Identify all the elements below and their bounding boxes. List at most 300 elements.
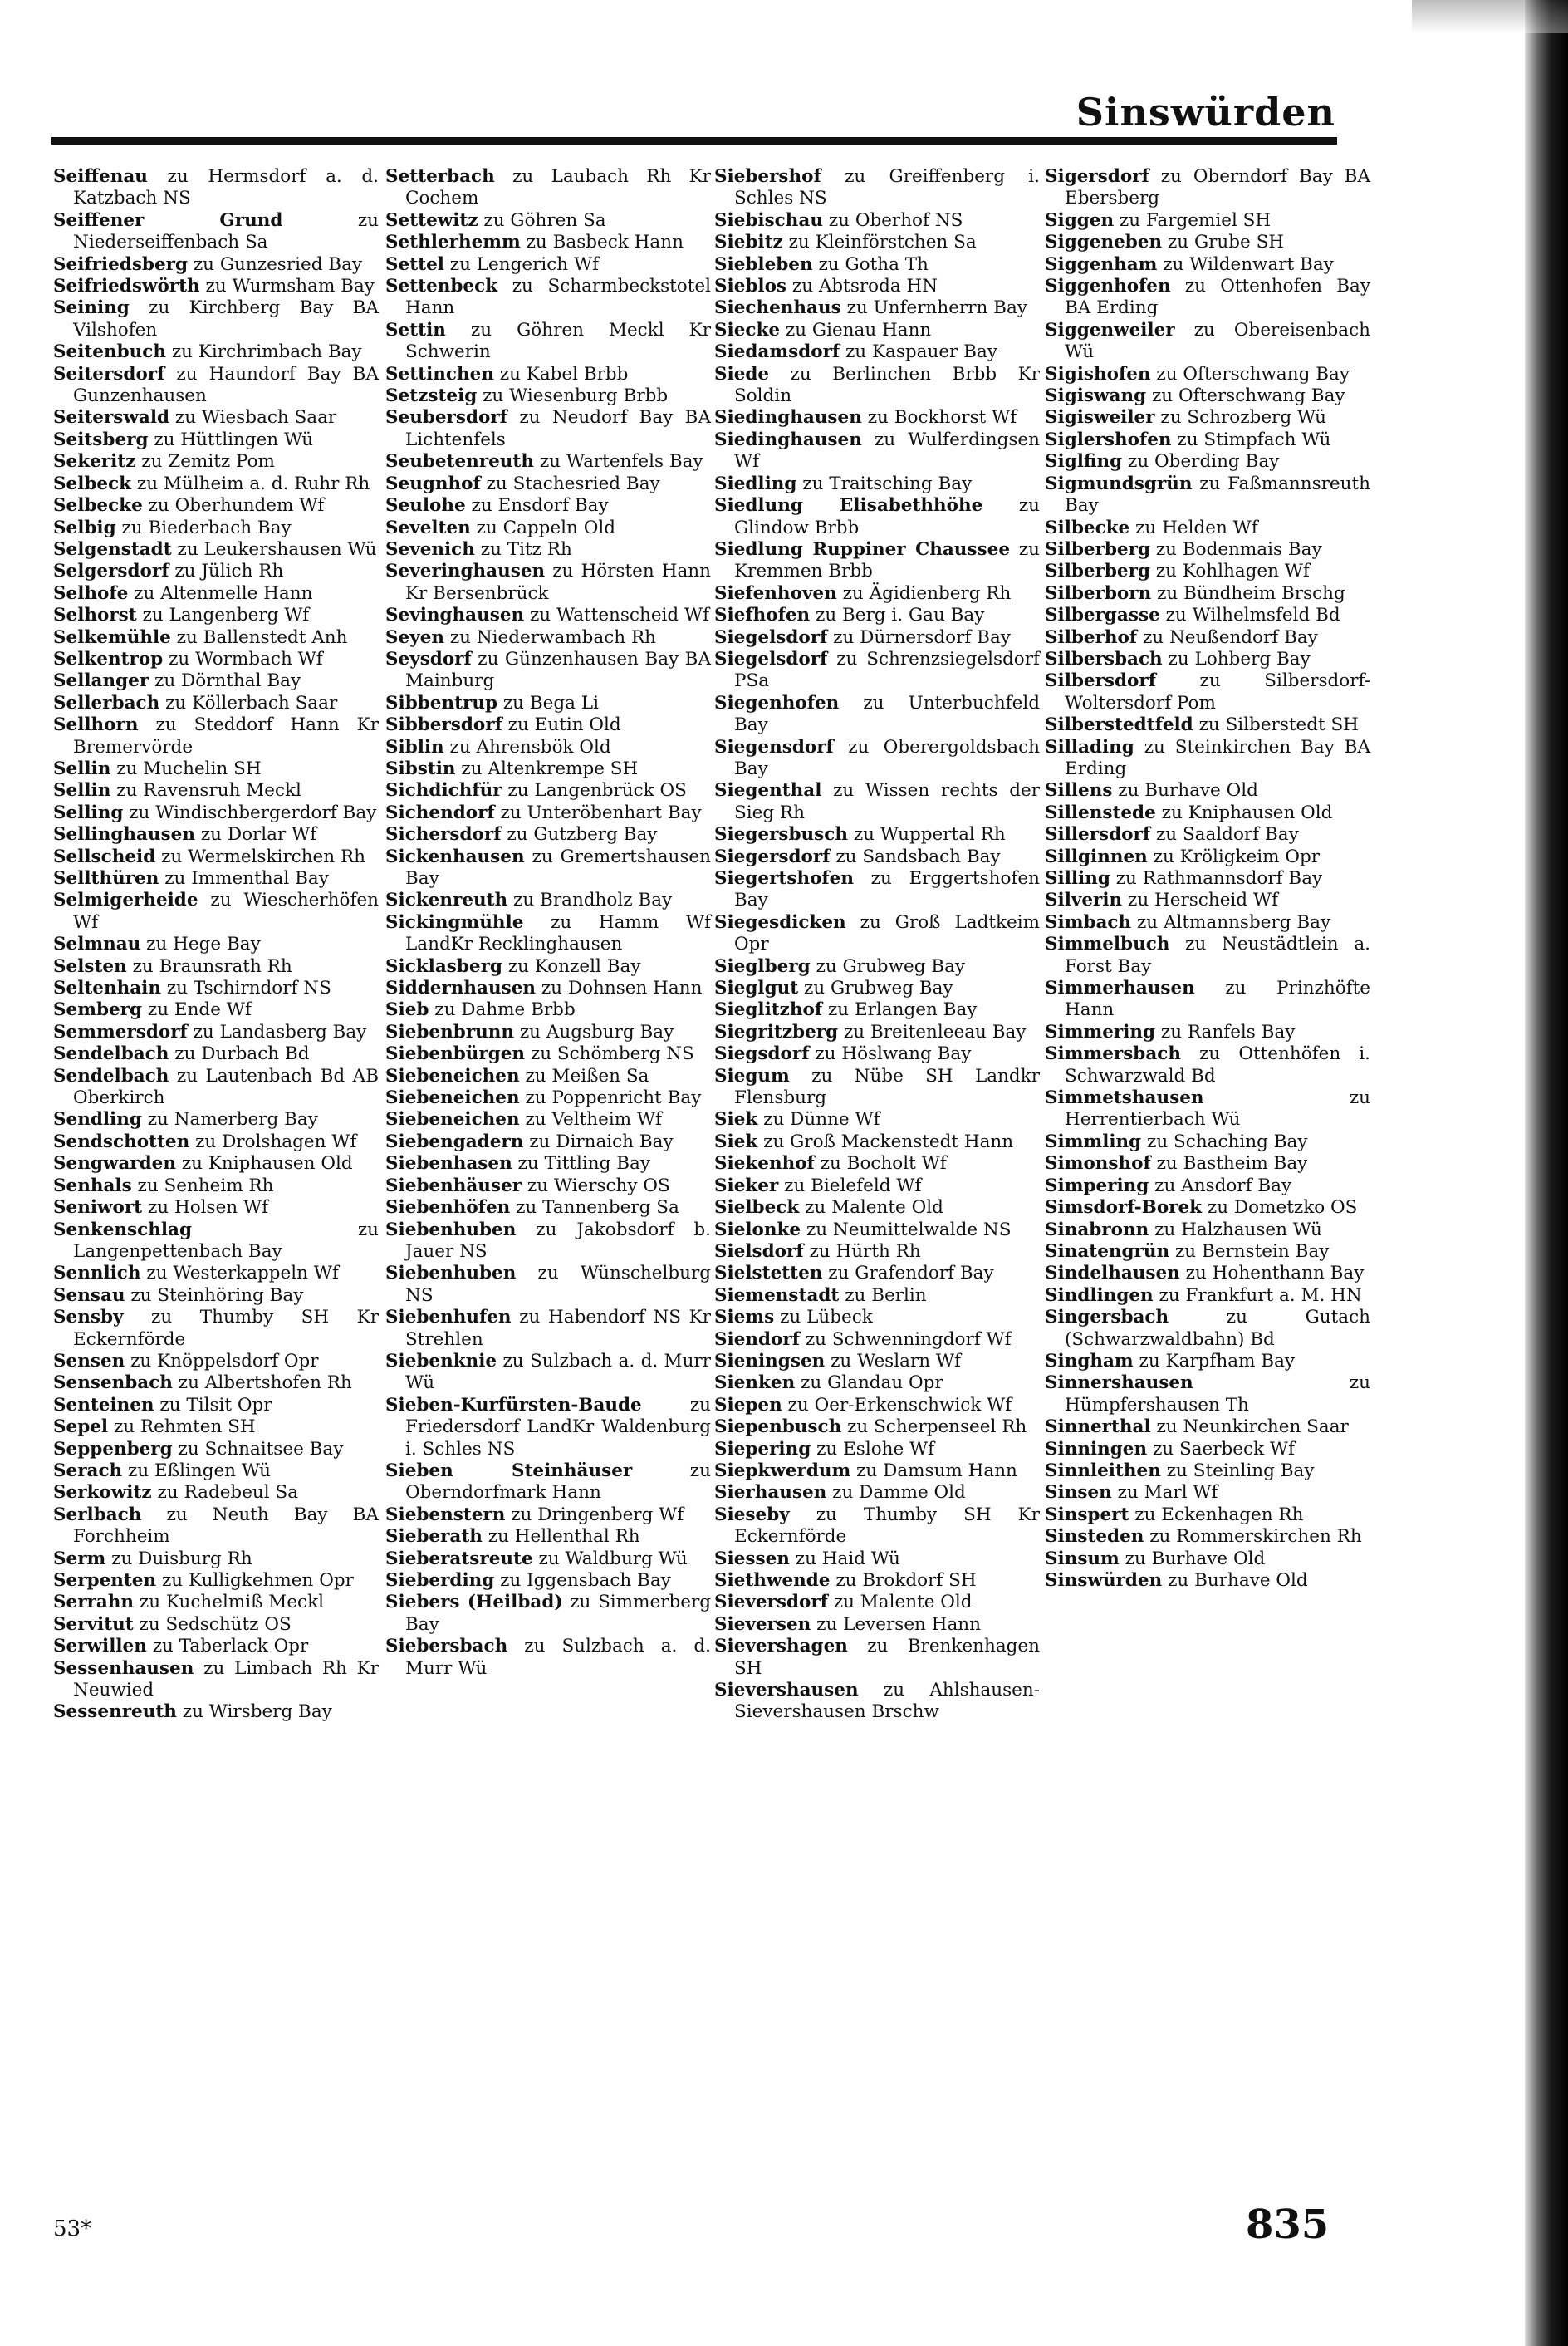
entry-reference: zu Dünne Wf [763, 1109, 880, 1131]
entry-place-name: Siebenhöfen [385, 1197, 511, 1219]
entry-reference: zu Neudorf Bay BA Lichtenfels [405, 407, 711, 450]
gazetteer-entry [1045, 1241, 1370, 1263]
entry-place-name: Siggeneben [1045, 232, 1163, 253]
entry-place-name: Selgenstadt [53, 538, 172, 560]
entry-place-name: Siglershofen [1045, 429, 1172, 450]
entry-reference: zu Hamm Wf LandKr Recklinghausen [405, 911, 711, 955]
entry-place-name: Setterbach [385, 166, 495, 187]
gazetteer-entry [1045, 429, 1370, 451]
gazetteer-entry [1045, 1131, 1370, 1153]
entry-place-name: Seubetenreuth [385, 451, 534, 473]
gazetteer-entry [714, 1372, 1040, 1394]
entry-reference: zu Muchelin SH [116, 758, 262, 779]
entry-place-name: Siedlung Ruppiner Chaussee [714, 538, 1011, 560]
gazetteer-entry [1045, 802, 1370, 824]
entry-place-name: Siebenknie [385, 1350, 497, 1372]
entry-reference: zu Thumby SH Kr Eckernförde [73, 1307, 380, 1350]
entry-place-name: Sillersdorf [1045, 824, 1151, 846]
entry-reference: zu Langenberg Wf [142, 605, 310, 626]
entry-reference: zu Ende Wf [147, 999, 252, 1021]
gazetteer-entry [53, 1372, 379, 1394]
gazetteer-entry [53, 1701, 379, 1723]
gazetteer-entry [53, 1175, 379, 1197]
gazetteer-entry [714, 474, 1040, 495]
gazetteer-entry [714, 276, 1040, 297]
entry-place-name: Sinnerthal [1045, 1416, 1151, 1438]
gazetteer-entry [385, 320, 711, 364]
entry-place-name: Sieben Steinhäuser [385, 1460, 633, 1481]
entry-reference: zu Helden Wf [1135, 517, 1258, 538]
entry-place-name: Siebershof [714, 166, 821, 187]
entry-place-name: Siebenhäuser [385, 1175, 522, 1196]
gazetteer-entry [714, 847, 1040, 868]
gazetteer-entry [1045, 824, 1370, 846]
entry-reference: zu Friedersdorf LandKr Waldenburg i. Schles NS [405, 1394, 711, 1460]
entry-reference: zu Laubach Rh Kr Cochem [405, 166, 711, 209]
entry-place-name: Sickenhausen [385, 846, 525, 867]
gazetteer-entry [385, 780, 711, 802]
entry-place-name: Simmling [1045, 1131, 1142, 1152]
entry-reference: zu Gremertshausen Bay [405, 846, 711, 889]
entry-reference: zu Sedschütz OS [139, 1613, 292, 1635]
entry-reference: zu Gunzesried Bay [193, 253, 363, 275]
entry-reference: zu Basbeck Hann [526, 232, 684, 253]
gazetteer-entry [385, 1351, 711, 1395]
entry-place-name: Selkentrop [53, 648, 164, 670]
entry-place-name: Sessenhausen [53, 1657, 194, 1679]
gazetteer-entry [385, 802, 711, 824]
entry-place-name: Siegelsdorf [714, 626, 828, 648]
entry-place-name: Siecke [714, 319, 781, 341]
gazetteer-entry [385, 714, 711, 736]
entry-reference: zu Eckenhagen Rh [1134, 1504, 1304, 1525]
gazetteer-entry [385, 1526, 711, 1548]
gazetteer-entry [1045, 737, 1370, 781]
entry-place-name: Silverin [1045, 890, 1123, 911]
gazetteer-entry [1045, 912, 1370, 934]
gazetteer-entry [1045, 539, 1370, 561]
entry-place-name: Singham [1045, 1350, 1134, 1372]
entry-reference: zu Köllerbach Saar [165, 692, 338, 714]
entry-reference: zu Hohenthann Bay [1185, 1263, 1365, 1284]
gazetteer-entry [385, 407, 711, 451]
entry-reference: zu Brandholz Bay [513, 890, 673, 911]
entry-place-name: Sellthüren [53, 868, 159, 889]
entry-reference: zu Drolshagen Wf [195, 1131, 357, 1152]
entry-reference: zu Westerkappeln Wf [146, 1263, 339, 1284]
gazetteer-entry [714, 693, 1040, 737]
entry-reference: zu Höslwang Bay [815, 1043, 972, 1065]
entry-place-name: Sensen [53, 1350, 125, 1372]
entry-reference: zu Thumby SH Kr Eckernförde [734, 1504, 1040, 1548]
entry-reference: zu Veltheim Wf [525, 1109, 662, 1131]
entry-place-name: Siegenhofen [714, 692, 840, 714]
gazetteer-entry [53, 1131, 379, 1153]
entry-place-name: Seubersdorf [385, 407, 507, 429]
gazetteer-entry [53, 1482, 379, 1504]
entry-reference: zu Herrentierbach Wü [1065, 1087, 1370, 1131]
entry-place-name: Simonshof [1045, 1153, 1151, 1175]
gazetteer-entry [53, 1285, 379, 1307]
entry-place-name: Sichendorf [385, 802, 495, 823]
entry-place-name: Seitsberg [53, 429, 149, 450]
entry-place-name: Sellin [53, 780, 111, 802]
gazetteer-entry [53, 978, 379, 999]
entry-reference: zu Frankfurt a. M. HN [1159, 1284, 1362, 1306]
entry-place-name: Sendelbach [53, 1043, 169, 1065]
entry-reference: zu Schrenzsiegelsdorf PSa [734, 648, 1040, 692]
entry-place-name: Sellhorn [53, 714, 139, 736]
entry-reference: zu Ranfels Bay [1160, 1021, 1296, 1043]
entry-place-name: Siggenhofen [1045, 276, 1171, 297]
entry-place-name: Serach [53, 1460, 123, 1481]
entry-place-name: Siebenhuben [385, 1219, 517, 1240]
entry-place-name: Sellin [53, 758, 111, 779]
entry-place-name: Simsdorf-Borek [1045, 1197, 1203, 1219]
entry-reference: zu Leukershausen Wü [177, 538, 377, 560]
gazetteer-entry [1045, 407, 1370, 429]
entry-reference: zu Meißen Sa [525, 1065, 649, 1087]
entry-place-name: Sigiswang [1045, 385, 1147, 407]
entry-reference: zu Rathmannsdorf Bay [1115, 868, 1323, 889]
entry-place-name: Siegersbusch [714, 824, 849, 846]
gazetteer-entry [714, 341, 1040, 363]
gazetteer-entry [53, 956, 379, 978]
entry-reference: zu Berlinchen Brbb Kr Soldin [734, 363, 1040, 407]
gazetteer-entry [1045, 1570, 1370, 1592]
gazetteer-entry [53, 276, 379, 297]
gazetteer-entry [53, 1570, 379, 1592]
entry-place-name: Sensby [53, 1307, 124, 1328]
gazetteer-entry [1045, 649, 1370, 670]
entry-place-name: Siegersdorf [714, 846, 831, 867]
entry-place-name: Sielstetten [714, 1263, 823, 1284]
gazetteer-entry [385, 254, 711, 276]
entry-place-name: Sigisweiler [1045, 407, 1155, 429]
entry-reference: zu Wirsberg Bay [182, 1701, 332, 1723]
entry-reference: zu Silberstedt SH [1198, 714, 1359, 736]
entry-place-name: Serm [53, 1548, 106, 1569]
entry-reference: zu Niederwambach Rh [449, 626, 656, 648]
entry-reference: zu Eutin Old [507, 714, 621, 736]
entry-place-name: Sensau [53, 1284, 125, 1306]
entry-place-name: Simmersbach [1045, 1043, 1181, 1065]
gazetteer-entry [714, 605, 1040, 626]
entry-place-name: Siedlung Elisabethhöhe [714, 495, 983, 517]
gazetteer-entry [714, 539, 1040, 583]
entry-reference: zu Lengerich Wf [449, 253, 600, 275]
gazetteer-entry [714, 999, 1040, 1021]
gazetteer-entry [1045, 1482, 1370, 1504]
entry-reference: zu Kulligkehmen Opr [161, 1570, 354, 1591]
entry-reference: zu Marl Wf [1117, 1482, 1218, 1504]
entry-reference: zu Dometzko OS [1207, 1197, 1358, 1219]
entry-reference: zu Oberhundem Wf [148, 495, 325, 517]
gazetteer-entry [714, 1395, 1040, 1416]
entry-place-name: Sieglitzhof [714, 999, 823, 1021]
gazetteer-entry [385, 956, 711, 978]
entry-place-name: Siendorf [714, 1328, 800, 1350]
entry-reference: zu Oberhof NS [828, 209, 963, 231]
gazetteer-entry [53, 1460, 379, 1482]
entry-place-name: Siepen [714, 1394, 782, 1416]
gazetteer-entry [714, 868, 1040, 912]
entry-reference: zu Schnaitsee Bay [178, 1438, 344, 1460]
gazetteer-entry [714, 627, 1040, 649]
entry-place-name: Sicklasberg [385, 955, 502, 977]
gazetteer-entry [53, 627, 379, 649]
entry-reference: zu Hüttlingen Wü [154, 429, 314, 450]
gazetteer-entry [53, 1636, 379, 1657]
gazetteer-entry [53, 297, 379, 341]
entry-place-name: Sendling [53, 1109, 142, 1131]
entry-place-name: Settin [385, 319, 446, 341]
entry-place-name: Siebenhasen [385, 1153, 512, 1175]
column-2 [385, 166, 711, 1680]
entry-place-name: Serpenten [53, 1570, 157, 1591]
gazetteer-entry [1045, 978, 1370, 1022]
entry-place-name: Sengwarden [53, 1153, 176, 1175]
gazetteer-entry [1045, 627, 1370, 649]
entry-reference: zu Brokdorf SH [835, 1570, 977, 1591]
entry-reference: zu Wiesenburg Brbb [483, 385, 669, 407]
entry-place-name: Siebenbrunn [385, 1021, 514, 1043]
entry-reference: zu Ottenhofen Bay BA Erding [1065, 276, 1370, 319]
gazetteer-entry [1045, 868, 1370, 890]
entry-reference: zu Weslarn Wf [831, 1350, 961, 1372]
gazetteer-entry [714, 232, 1040, 253]
entry-place-name: Silberstedtfeld [1045, 714, 1193, 736]
entry-reference: zu Bastheim Bay [1156, 1153, 1308, 1175]
entry-place-name: Siebenhuben [385, 1263, 517, 1284]
gazetteer-entry [714, 1570, 1040, 1592]
entry-place-name: Siefenhoven [714, 582, 837, 604]
entry-place-name: Siebers (Heilbad) [385, 1592, 563, 1613]
entry-place-name: Sindlingen [1045, 1284, 1154, 1306]
entry-place-name: Seiffener Grund [53, 209, 283, 231]
gazetteer-entry [385, 166, 711, 210]
entry-place-name: Senhals [53, 1175, 132, 1196]
entry-place-name: Siegertshofen [714, 868, 854, 889]
entry-reference: zu Wissen rechts der Sieg Rh [734, 780, 1040, 823]
gazetteer-entry [714, 780, 1040, 824]
entry-place-name: Siethwende [714, 1570, 831, 1591]
gazetteer-entry [53, 1548, 379, 1570]
gazetteer-entry [714, 1109, 1040, 1131]
entry-place-name: Siegenthal [714, 780, 822, 802]
entry-reference: zu Bodenmais Bay [1155, 538, 1322, 560]
entry-reference: zu Jakobsdorf b. Jauer NS [405, 1219, 711, 1262]
entry-reference: zu Brenkenhagen SH [734, 1636, 1040, 1679]
entry-reference: zu Eslohe Wf [816, 1438, 935, 1460]
gazetteer-entry [53, 868, 379, 890]
entry-place-name: Siggenham [1045, 253, 1158, 275]
entry-place-name: Serkowitz [53, 1482, 152, 1504]
gazetteer-entry [1045, 1087, 1370, 1131]
entry-reference: zu Tittling Bay [517, 1153, 651, 1175]
entry-reference: zu Biederbach Bay [121, 517, 292, 538]
entry-place-name: Simmering [1045, 1021, 1156, 1043]
entry-reference: zu Grubweg Bay [816, 955, 966, 977]
entry-reference: zu Ägidienberg Rh [842, 582, 1012, 604]
gazetteer-entry [53, 824, 379, 846]
entry-place-name: Sieben-Kurfürsten-Baude [385, 1394, 642, 1416]
entry-reference: zu Hege Bay [146, 934, 261, 955]
entry-reference: zu Bündheim Brschg [1157, 582, 1345, 604]
entry-reference: zu Durbach Bd [174, 1043, 310, 1065]
gazetteer-entry [1045, 1504, 1370, 1526]
entry-reference: zu Kuchelmiß Meckl [139, 1592, 324, 1613]
entry-reference: zu Karpfham Bay [1139, 1350, 1296, 1372]
entry-reference: zu Wierschy OS [527, 1175, 670, 1196]
gazetteer-entry [385, 474, 711, 495]
column-4 [1045, 166, 1370, 1592]
entry-reference: zu Rommerskirchen Rh [1149, 1526, 1362, 1548]
entry-reference: zu Faßmannsreuth Bay [1065, 473, 1370, 517]
gazetteer-entry [53, 561, 379, 582]
entry-reference: zu Albertshofen Rh [178, 1372, 352, 1394]
gazetteer-entry [1045, 583, 1370, 605]
entry-reference: zu Bielefeld Wf [784, 1175, 922, 1196]
gazetteer-entry [1045, 1548, 1370, 1570]
entry-reference: zu Holsen Wf [147, 1197, 269, 1219]
entry-place-name: Siedinghausen [714, 429, 862, 450]
entry-place-name: Sieb [385, 999, 429, 1021]
gazetteer-entry [385, 890, 711, 911]
entry-place-name: Sekeritz [53, 451, 136, 473]
entry-place-name: Silberberg [1045, 538, 1150, 560]
entry-place-name: Sickingmühle [385, 911, 524, 933]
entry-reference: zu Duisburg Rh [111, 1548, 252, 1569]
gazetteer-entry [714, 1504, 1040, 1548]
gazetteer-entry [53, 539, 379, 561]
entry-place-name: Severinghausen [385, 561, 546, 582]
gazetteer-entry [714, 1592, 1040, 1613]
entry-place-name: Sickenreuth [385, 890, 508, 911]
gazetteer-entry [53, 254, 379, 276]
gazetteer-entry [714, 1460, 1040, 1482]
entry-reference: zu Kirchberg Bay BA Vilshofen [73, 297, 379, 341]
page-edge-shadow [1525, 0, 1568, 2346]
entry-reference: zu Saaldorf Bay [1155, 824, 1299, 846]
entry-place-name: Siepering [714, 1438, 811, 1460]
entry-place-name: Seifriedswörth [53, 276, 200, 297]
entry-place-name: Sierhausen [714, 1482, 827, 1504]
gazetteer-entry [1045, 451, 1370, 473]
entry-place-name: Silberhof [1045, 626, 1138, 648]
gazetteer-entry [53, 429, 379, 451]
entry-reference: zu Göhren Sa [483, 209, 606, 231]
entry-reference: zu Obereisenbach Wü [1065, 319, 1370, 363]
gazetteer-entry [385, 824, 711, 846]
gazetteer-entry [1045, 1175, 1370, 1197]
entry-place-name: Siekenhof [714, 1153, 815, 1175]
gazetteer-entry [714, 320, 1040, 341]
entry-place-name: Sevinghausen [385, 605, 525, 626]
entry-reference: zu Silbersdorf-Woltersdorf Pom [1065, 670, 1370, 714]
gazetteer-entry [1045, 276, 1370, 320]
entry-reference: zu Hürth Rh [809, 1240, 921, 1262]
gazetteer-entry [385, 1460, 711, 1504]
entry-place-name: Seysdorf [385, 648, 472, 670]
entry-reference: zu Kabel Brbb [499, 363, 629, 385]
entry-reference: zu Bega Li [502, 692, 599, 714]
gazetteer-entry [385, 1395, 711, 1460]
entry-place-name: Sigmundsgrün [1045, 473, 1193, 494]
gazetteer-entry [53, 451, 379, 473]
entry-reference: zu Bernstein Bay [1174, 1240, 1330, 1262]
entry-place-name: Sellscheid [53, 846, 156, 867]
entry-place-name: Simmetshausen [1045, 1087, 1204, 1109]
gazetteer-entry [1045, 518, 1370, 539]
entry-place-name: Siepenbusch [714, 1416, 842, 1438]
gazetteer-entry [714, 1351, 1040, 1372]
gazetteer-entry [53, 210, 379, 254]
entry-place-name: Siebeneichen [385, 1087, 520, 1109]
entry-place-name: Sibstin [385, 758, 456, 779]
entry-place-name: Servitut [53, 1613, 134, 1635]
entry-reference: zu Dirnaich Bay [529, 1131, 674, 1152]
entry-reference: zu Senheim Rh [137, 1175, 274, 1196]
gazetteer-entry [714, 649, 1040, 693]
entry-place-name: Sibbersdorf [385, 714, 502, 736]
gazetteer-entry [385, 847, 711, 891]
entry-place-name: Settewitz [385, 209, 478, 231]
entry-place-name: Senkenschlag [53, 1219, 193, 1240]
entry-place-name: Selhorst [53, 605, 137, 626]
gazetteer-entry [53, 605, 379, 626]
gazetteer-entry [714, 1680, 1040, 1724]
entry-reference: zu Lautenbach Bd AB Oberkirch [73, 1065, 379, 1109]
entry-reference: zu Kröligkeim Opr [1153, 846, 1320, 867]
entry-place-name: Selhofe [53, 582, 129, 604]
entry-place-name: Simbach [1045, 911, 1132, 933]
entry-reference: zu Wilhelmsfeld Bd [1165, 605, 1340, 626]
entry-reference: zu Sulzbach a. d. Murr Wü [405, 1636, 711, 1679]
entry-reference: zu Erlangen Bay [827, 999, 978, 1021]
entry-reference: zu Konzell Bay [507, 955, 641, 977]
entry-reference: zu Ofterschwang Bay [1151, 385, 1345, 407]
entry-reference: zu Gienau Hann [785, 319, 932, 341]
gazetteer-entry [53, 934, 379, 955]
gazetteer-entry [53, 780, 379, 802]
entry-reference: zu Damsum Hann [856, 1460, 1017, 1481]
entry-place-name: Settinchen [385, 363, 494, 385]
entry-reference: zu Wattenscheid Wf [529, 605, 710, 626]
entry-place-name: Sindelhausen [1045, 1263, 1180, 1284]
entry-reference: zu Tannenberg Sa [516, 1197, 679, 1219]
gazetteer-entry [1045, 847, 1370, 868]
entry-place-name: Sevenich [385, 538, 475, 560]
entry-reference: zu Ofterschwang Bay [1156, 363, 1350, 385]
entry-place-name: Siebenstern [385, 1504, 506, 1525]
gazetteer-entry [1045, 385, 1370, 407]
entry-reference: zu Wildenwart Bay [1163, 253, 1334, 275]
entry-place-name: Simmerhausen [1045, 978, 1195, 999]
printer-signature: 53* [53, 2216, 92, 2241]
entry-place-name: Semmersdorf [53, 1021, 188, 1043]
gazetteer-entry [714, 297, 1040, 319]
entry-reference: zu Bockhorst Wf [867, 407, 1017, 429]
gazetteer-entry [1045, 210, 1370, 232]
gazetteer-entry [385, 1504, 711, 1526]
gazetteer-entry [714, 1329, 1040, 1351]
entry-reference: zu Unfernherrn Bay [846, 297, 1027, 319]
gazetteer-entry [53, 1197, 379, 1219]
entry-place-name: Sennlich [53, 1263, 141, 1284]
entry-place-name: Siegritzberg [714, 1021, 839, 1043]
entry-reference: zu Kirchrimbach Bay [171, 341, 362, 363]
